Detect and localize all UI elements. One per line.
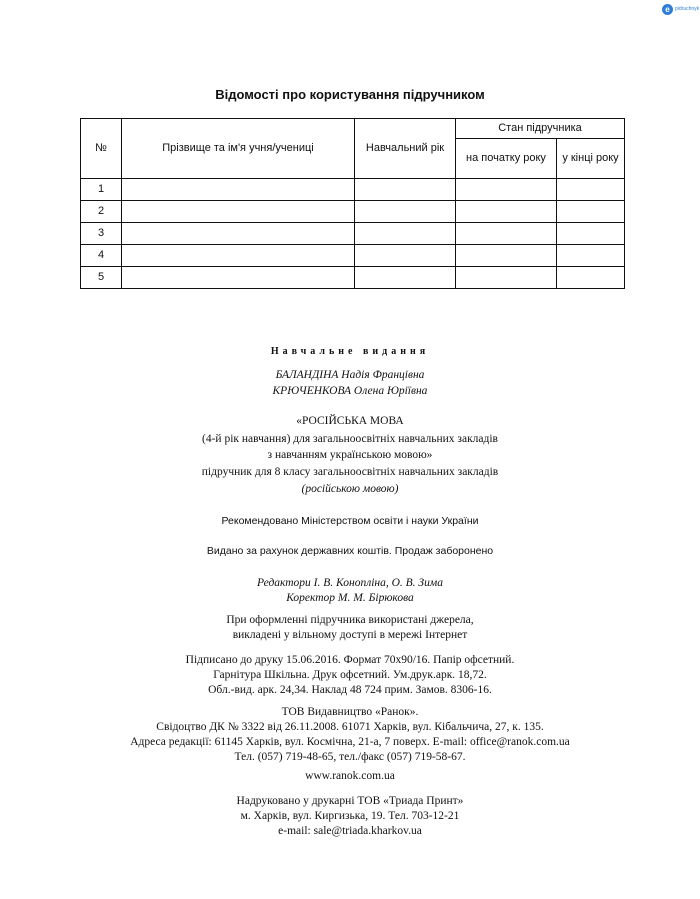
cell-name — [122, 245, 355, 267]
header-school-year: Навчальний рік — [355, 119, 456, 179]
cell-year — [355, 201, 456, 223]
table-row — [81, 201, 625, 223]
row-number: 3 — [81, 223, 122, 245]
editorial-address: Адреса редакції: 61145 Харків, вул. Космічна, 21-а, 7 поверх. E-mail: office@ranok.com.ua — [130, 736, 570, 748]
publisher-name: ТОВ Видавництво «Ранок». — [281, 706, 419, 718]
row-number: 5 — [81, 267, 122, 289]
logo-icon: e — [662, 4, 673, 15]
sources-note-2: викладені у вільному доступі в мережі Інтернет — [232, 629, 468, 641]
cell-year — [355, 245, 456, 267]
cell-end — [557, 245, 625, 267]
corrector: Коректор М. М. Бірюкова — [286, 592, 414, 604]
publisher-website: www.ranok.com.ua — [305, 770, 395, 782]
cell-end — [557, 179, 625, 201]
cell-end — [557, 201, 625, 223]
cell-start — [456, 179, 557, 201]
book-title: «РОСІЙСЬКА МОВА — [296, 415, 404, 427]
header-student-name: Прізвище та ім'я учня/учениці — [122, 119, 355, 179]
cell-end — [557, 223, 625, 245]
cell-start — [456, 201, 557, 223]
cell-start — [456, 223, 557, 245]
publisher-certificate: Свідоцтво ДК № 3322 від 26.11.2008. 61071 Харків, вул. Кібальчича, 27, к. 135. — [156, 721, 544, 733]
printing-house: Надруковано у друкарні ТОВ «Триада Принт» — [236, 795, 464, 807]
cell-name — [122, 201, 355, 223]
header-state-start: на початку року — [456, 139, 557, 179]
publisher-logo — [662, 3, 700, 17]
table-row — [81, 179, 625, 201]
author-1: БАЛАНДІНА Надія Францівна — [275, 369, 425, 381]
print-run: Обл.-вид. арк. 24,34. Наклад 48 724 прим. Замов. 8306-16. — [208, 684, 492, 696]
book-subtitle-3: підручник для 8 класу загальноосвітніх навчальних закладів — [201, 466, 499, 478]
book-subtitle-2: з навчанням українською мовою» — [267, 449, 433, 461]
cell-end — [557, 267, 625, 289]
editors: Редактори І. В. Конопліна, О. В. Зима — [257, 577, 443, 589]
header-state-end: у кінці року — [557, 139, 625, 179]
print-font: Гарнітура Шкільна. Друк офсетний. Ум.друк.арк. 18,72. — [213, 669, 487, 681]
cell-start — [456, 267, 557, 289]
row-number: 2 — [81, 201, 122, 223]
recommendation: Рекомендовано Міністерством освіти і науки України — [221, 515, 479, 527]
print-signed: Підписано до друку 15.06.2016. Формат 70x90/16. Папір офсетний. — [185, 654, 515, 666]
cell-name — [122, 223, 355, 245]
header-book-state: Стан підручника — [456, 119, 625, 139]
logo-text: pidruchnyk — [675, 6, 700, 12]
cell-name — [122, 179, 355, 201]
printing-email: e-mail: sale@triada.kharkov.ua — [278, 825, 422, 837]
header-number: № — [81, 119, 122, 179]
table-row — [81, 223, 625, 245]
page-title: Відомості про користування підручником — [215, 87, 485, 102]
book-subtitle-1: (4-й рік навчання) для загальноосвітніх навчальних закладів — [202, 433, 498, 445]
book-subtitle-4: (російською мовою) — [301, 483, 399, 495]
sources-note-1: При оформленні підручника використані джерела, — [226, 614, 474, 626]
row-number: 1 — [81, 179, 122, 201]
cell-name — [122, 267, 355, 289]
author-2: КРЮЧЕНКОВА Олена Юріївна — [272, 385, 428, 397]
cell-year — [355, 179, 456, 201]
row-number: 4 — [81, 245, 122, 267]
printing-address: м. Харків, вул. Киргизька, 19. Тел. 703-12-21 — [240, 810, 460, 822]
edition-type: Навчальне видання — [270, 346, 430, 357]
cell-year — [355, 223, 456, 245]
cell-year — [355, 267, 456, 289]
table-row — [81, 245, 625, 267]
cell-start — [456, 245, 557, 267]
publisher-phones: Тел. (057) 719-48-65, тел./факс (057) 719-58-67. — [234, 751, 466, 763]
state-funds-note: Видано за рахунок державних коштів. Продаж заборонено — [206, 545, 494, 557]
table-row — [81, 267, 625, 289]
usage-table — [80, 118, 625, 289]
